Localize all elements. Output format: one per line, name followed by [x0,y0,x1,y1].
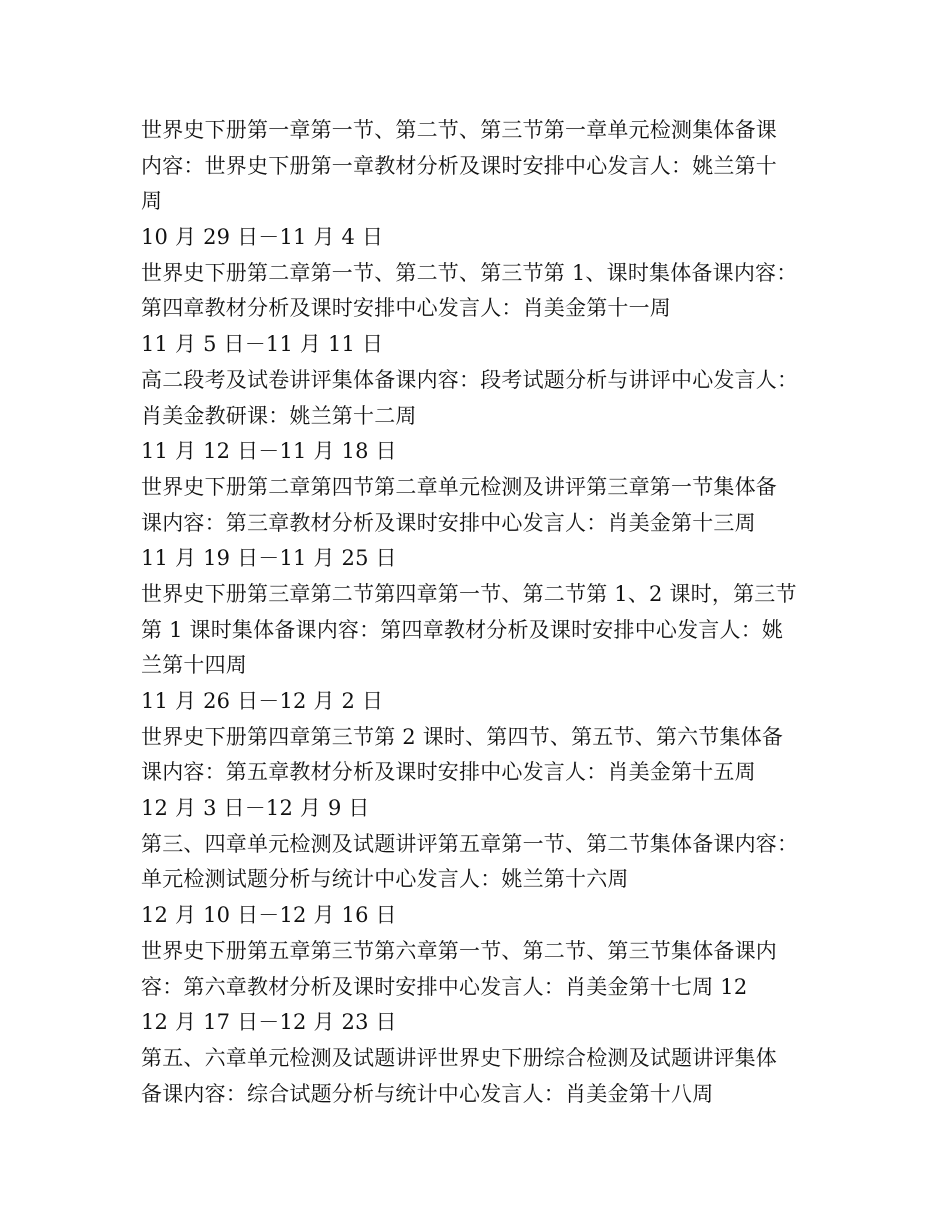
text-line: 第四章教材分析及课时安排中心发言人：肖美金第十一周 [141,296,671,321]
date-range-line: 11 月 26 日－12 月 2 日 [141,689,384,713]
text-line: 周 [141,189,163,214]
text-line: 世界史下册第四章第三节第 2 课时、第四节、第五节、第六节集体备 [141,724,784,749]
date-range-line: 12 月 3 日－12 月 9 日 [141,796,370,821]
text-line: 第 1 课时集体备课内容：第四章教材分析及课时安排中心发言人：姚 [141,617,784,642]
text-line: 内容：世界史下册第一章教材分析及课时安排中心发言人：姚兰第十 [141,153,777,178]
text-line: 容：第六章教材分析及课时安排中心发言人：肖美金第十七周 12 [141,974,748,999]
text-line: 世界史下册第一章第一节、第二节、第三节第一章单元检测集体备课 [141,118,777,142]
text-line: 肖美金教研课：姚兰第十二周 [141,403,417,428]
text-line: 世界史下册第二章第四节第二章单元检测及讲评第三章第一节集体备 [141,474,777,499]
date-range-line: 11 月 19 日－11 月 25 日 [141,546,397,571]
date-range-line: 11 月 12 日－11 月 18 日 [141,439,397,464]
text-line: 兰第十四周 [141,653,247,678]
text-line: 世界史下册第五章第三节第六章第一节、第二节、第三节集体备课内 [141,938,777,963]
text-line: 课内容：第五章教材分析及课时安排中心发言人：肖美金第十五周 [141,760,756,785]
text-line: 世界史下册第二章第一节、第二节、第三节第 1、课时集体备课内容： [141,260,798,285]
date-range-line: 10 月 29 日－11 月 4 日 [141,225,384,250]
text-line: 备课内容：综合试题分析与统计中心发言人：肖美金第十八周 [141,1081,714,1106]
date-range-line: 12 月 10 日－12 月 16 日 [141,903,397,928]
date-range-line: 12 月 17 日－12 月 23 日 [141,1010,397,1035]
text-line: 高二段考及试卷讲评集体备课内容：段考试题分析与讲评中心发言人： [141,367,799,392]
document-body [141,113,831,1112]
text-line: 第五、六章单元检测及试题讲评世界史下册综合检测及试题讲评集体 [141,1045,777,1070]
text-line: 课内容：第三章教材分析及课时安排中心发言人：肖美金第十三周 [141,510,756,535]
text-line: 世界史下册第三章第二节第四章第一节、第二节第 1、2 课时，第三节 [141,581,797,606]
date-range-line: 11 月 5 日－11 月 11 日 [141,332,384,357]
text-line: 第三、四章单元检测及试题讲评第五章第一节、第二节集体备课内容： [141,831,799,856]
text-line: 单元检测试题分析与统计中心发言人：姚兰第十六周 [141,867,629,892]
